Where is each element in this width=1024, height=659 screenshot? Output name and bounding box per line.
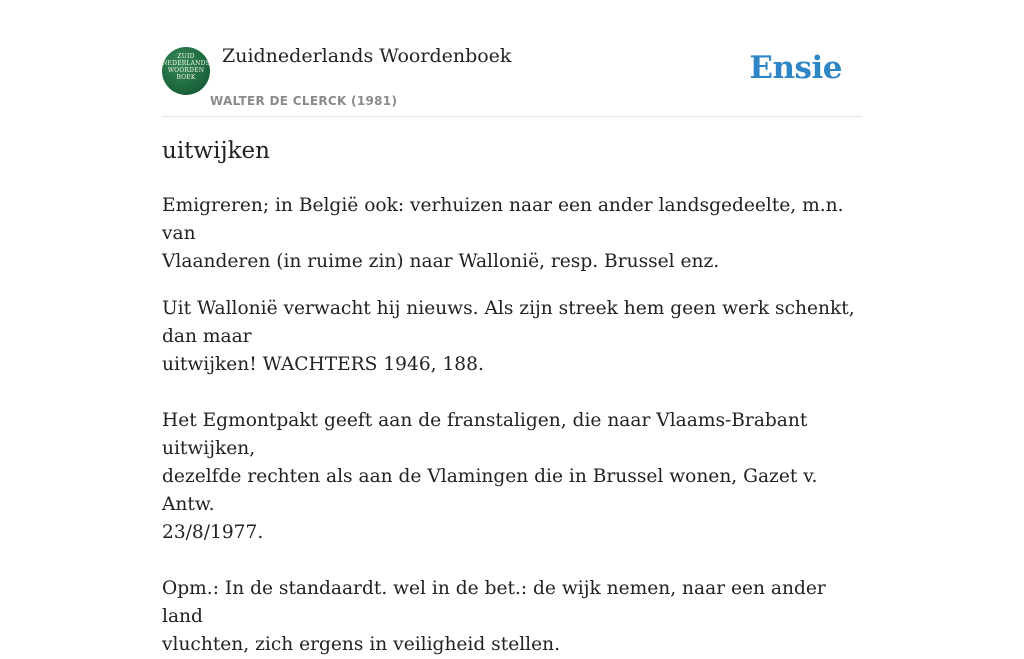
- logo-text-line: ZUID: [177, 53, 195, 60]
- logo-text-line: NEDERLANDS: [162, 60, 210, 67]
- book-author: WALTER DE CLERCK (1981): [210, 94, 398, 108]
- book-title-link[interactable]: Zuidnederlands Woordenboek: [222, 45, 512, 67]
- definition: Emigreren; in België ook: verhuizen naar een ander landsgedeelte, m.n. van Vlaanderen (in ruime zin) naar Wallonië, resp. Brussel enz.: [162, 195, 844, 272]
- headword: uitwijken: [162, 138, 270, 164]
- logo-text-line: BOEK: [176, 74, 196, 81]
- ensie-logo-link[interactable]: Ensie: [749, 50, 842, 86]
- book-logo[interactable]: [162, 47, 210, 95]
- book-logo-text: [162, 53, 210, 81]
- examples: Uit Wallonië verwacht hij nieuws. Als zijn streek hem geen werk schenkt, dan maar uitwijken! WACHTERS 1946, 188. Het Egmontpakt geeft aan de franstaligen, die naar Vlaams-Brabant uitwijken, dezelfde rechten als aan de Vlamingen die in Brussel wonen, Gazet v. Antw. 23/8/1977. Opm.: In de standaardt. wel in de bet.: de wijk nemen, naar een ander land vluchten, zich ergens in veiligheid stellen.: [162, 298, 855, 655]
- logo-text-line: WOORDEN: [167, 67, 205, 74]
- header: [162, 44, 862, 117]
- entry-content: [162, 192, 872, 659]
